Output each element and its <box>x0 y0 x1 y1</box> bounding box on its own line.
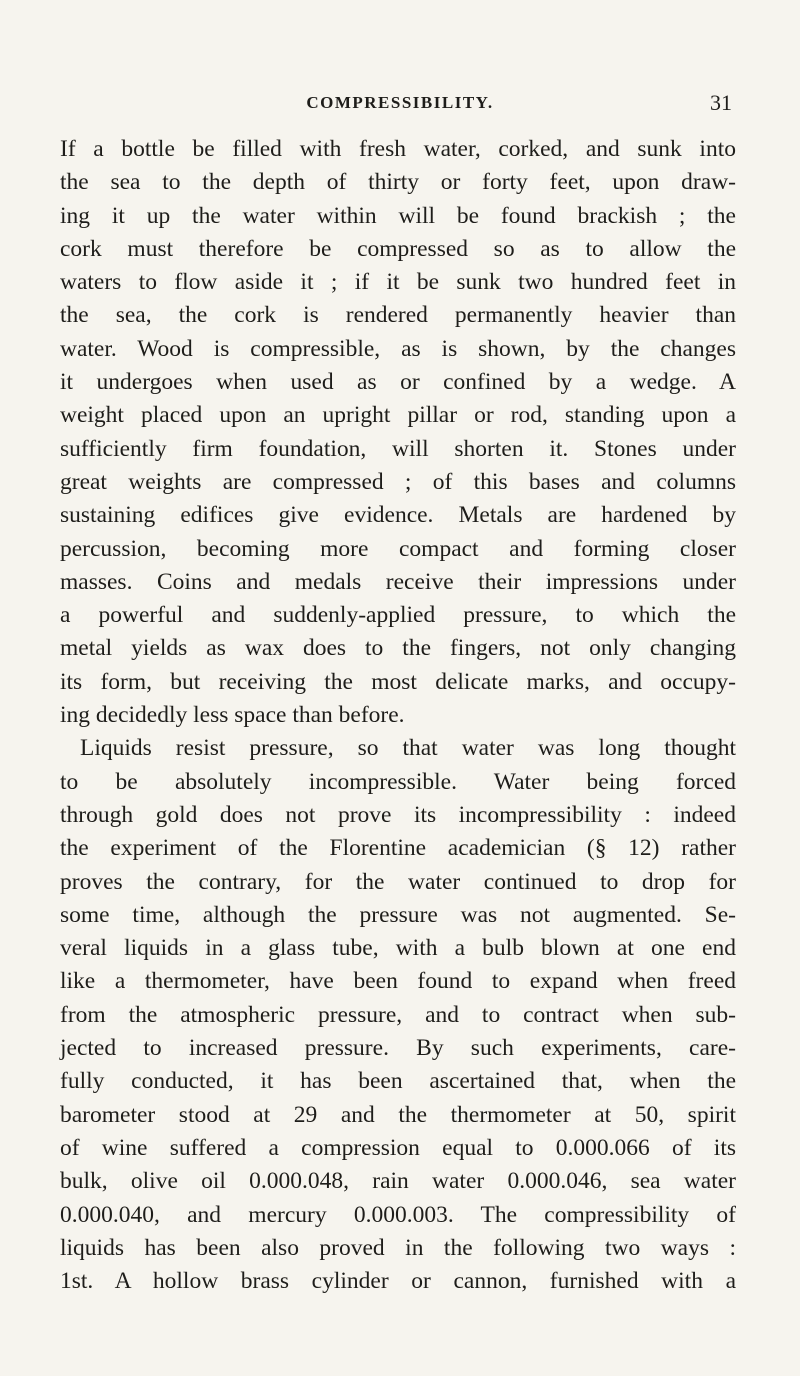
text-line: jected to increased pressure. By such experiments, care- <box>60 1035 736 1062</box>
running-head <box>60 88 740 118</box>
text-line: If a bottle be filled with fresh water, corked, and sunk into <box>60 136 736 162</box>
text-line: veral liquids in a glass tube, with a bulb blown at one end <box>60 935 736 962</box>
text-line: waters to flow aside it ; if it be sunk two hundred feet in <box>60 269 736 296</box>
text-line: liquids has been also proved in the following two ways : <box>60 1234 736 1261</box>
text-line: the sea to the depth of thirty or forty feet, upon draw- <box>60 169 736 196</box>
text-line: percussion, becoming more compact and forming closer <box>60 535 736 562</box>
text-line: fully conducted, it has been ascertained that, when the <box>60 1068 736 1095</box>
text-line: weight placed upon an upright pillar or rod, standing upon a <box>60 402 736 429</box>
text-line: Liquids resist pressure, so that water was long thought <box>80 735 736 762</box>
text-line: cork must therefore be compressed so as to allow the <box>60 235 736 262</box>
text-line: ing decidedly less space than before. <box>60 702 405 729</box>
running-title: COMPRESSIBILITY. <box>306 93 494 112</box>
text-line: 1st. A hollow brass cylinder or cannon, furnished with a <box>60 1268 736 1295</box>
text-line: of wine suffered a compression equal to 0.000.066 of its <box>60 1134 736 1161</box>
text-line: through gold does not prove its incompressibility : indeed <box>60 801 736 828</box>
text-line: bulk, olive oil 0.000.048, rain water 0.000.046, sea water <box>60 1168 736 1195</box>
text-line: from the atmospheric pressure, and to contract when sub- <box>60 1001 736 1028</box>
text-line: a powerful and suddenly-applied pressure, to which the <box>60 602 736 629</box>
text-line: proves the contrary, for the water continued to drop for <box>60 868 736 895</box>
text-line: to be absolutely incompressible. Water being forced <box>60 768 736 795</box>
page-number: 31 <box>710 90 732 115</box>
text-line: some time, although the pressure was not augmented. Se- <box>60 901 736 928</box>
text-line: sustaining edifices give evidence. Metals are hardened by <box>60 502 736 529</box>
text-line: ing it up the water within will be found brackish ; the <box>60 202 736 229</box>
text-line: the experiment of the Florentine academician (§ 12) rather <box>60 835 736 862</box>
text-line: it undergoes when used as or confined by a wedge. A <box>60 369 736 396</box>
text-line: its form, but receiving the most delicate marks, and occupy- <box>60 668 736 695</box>
text-line: the sea, the cork is rendered permanently heavier than <box>60 302 736 329</box>
text-line: metal yields as wax does to the fingers, not only changing <box>60 635 736 662</box>
text-line: sufficiently firm foundation, will shorten it. Stones under <box>60 435 736 462</box>
text-line: masses. Coins and medals receive their impressions under <box>60 568 736 595</box>
text-line: great weights are compressed ; of this bases and columns <box>60 468 736 495</box>
text-line: barometer stood at 29 and the thermometer at 50, spirit <box>60 1101 736 1128</box>
body-text <box>60 133 736 1298</box>
text-line: water. Wood is compressible, as is shown, by the changes <box>60 335 736 362</box>
text-line: 0.000.040, and mercury 0.000.003. The compressibility of <box>60 1201 736 1228</box>
text-line: like a thermometer, have been found to expand when freed <box>60 968 736 995</box>
